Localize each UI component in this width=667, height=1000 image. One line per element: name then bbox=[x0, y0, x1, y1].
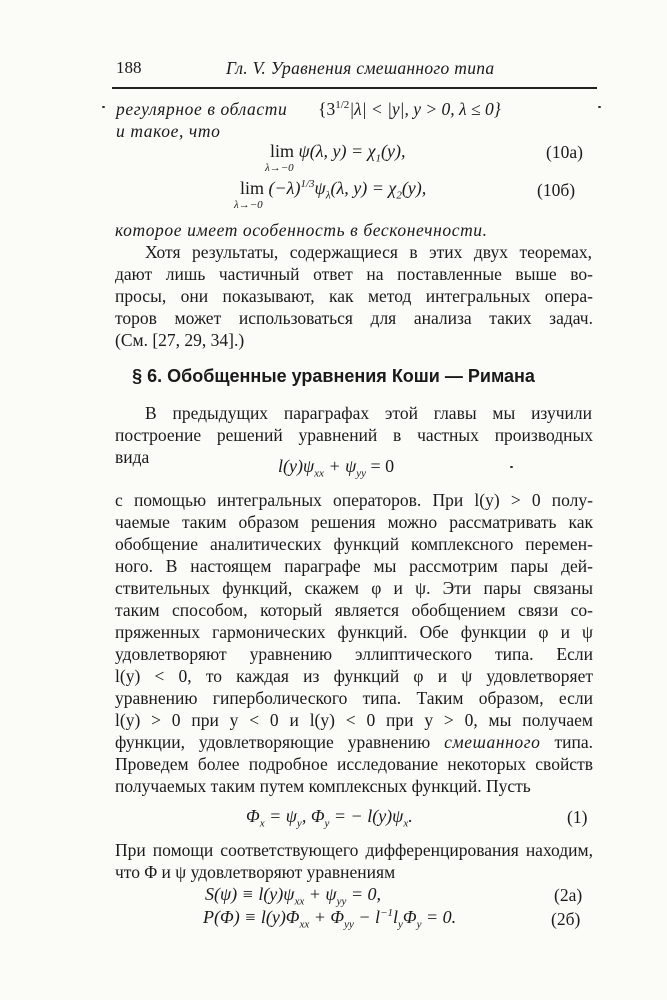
ink-speck bbox=[598, 106, 601, 108]
para3-line: Проведем более подробное исследование некоторых свойств bbox=[115, 754, 593, 774]
para4-line: что Φ и ψ удовлетворяют уравнениям bbox=[115, 862, 396, 882]
para3-line: ствительных функций, скажем φ и ψ. Эти пары связаны bbox=[115, 578, 593, 598]
ink-speck bbox=[102, 106, 105, 108]
para3-line: l(y) > 0 при y < 0 и l(y) < 0 при y > 0, мы получаем bbox=[115, 710, 593, 730]
equation-2a: $S(\psi) \equiv l(y)\psi_{xx} + \psi_{yy} = 0$, bbox=[205, 884, 381, 908]
italic-line: которое имеет особенность в бесконечности. bbox=[115, 220, 488, 240]
para1-line: Хотя результаты, содержащиеся в этих двух теоремах, bbox=[145, 242, 592, 262]
top-line-1-text: регулярное в области bbox=[116, 99, 288, 119]
para2-line: вида bbox=[115, 447, 150, 467]
para3-line: пряженных гармонических функций. Обе функции φ и ψ bbox=[115, 622, 593, 642]
para3-line: уравнению гиперболического типа. Таким образом, если bbox=[115, 688, 593, 708]
para1-line: просы, они показывают, как метод интегральных опера- bbox=[115, 286, 593, 306]
para1-line: (См. [27, 29, 34].) bbox=[115, 330, 245, 350]
equation-10a: lim ψ(λ, $y) = \chi_1(y)$, bbox=[270, 141, 406, 165]
equation-10a-limit-sub: λ→−0 bbox=[265, 162, 294, 174]
top-line-1 bbox=[116, 99, 501, 120]
para3-line: обобщение аналитических функций комплексного перемен- bbox=[115, 534, 593, 554]
para3-line: ного. В настоящем параграфе мы рассмотрим пары дей- bbox=[115, 556, 593, 576]
para3-line: удовлетворяют уравнению эллиптического типа. Если bbox=[115, 644, 593, 664]
top-line-1-math: {$3^{1/2}|\lambda| < |y|$, y > 0, λ ≤ 0} bbox=[318, 99, 501, 119]
para3-line: таким способом, который является обобщением связи со- bbox=[115, 600, 593, 620]
equation-1-number: (1) bbox=[567, 807, 588, 827]
equation-2b: $P(\Phi) \equiv l(y)\Phi_{xx} + \Phi_{yy} - l^{-1}l_y\Phi_y = 0$. bbox=[203, 907, 457, 931]
ink-speck bbox=[510, 466, 513, 468]
equation-10b-limit-sub: λ→−0 bbox=[234, 199, 263, 211]
equation-1: $\Phi_x = \psi_y$, $\Phi_y$ = − $l(y)\psi_x$. bbox=[246, 806, 413, 830]
para3-line: получаемых таким путем комплексных функций. Пусть bbox=[115, 776, 531, 796]
para3-line: с помощью интегральных операторов. При l(y) > 0 полу- bbox=[115, 490, 593, 510]
para3-line: чаемые таким образом решения можно рассматривать как bbox=[115, 512, 593, 532]
equation-10a-number: (10a) bbox=[546, 142, 583, 162]
page-number: 188 bbox=[116, 58, 142, 77]
equation-10b: $\lim (-\lambda)^{1/3}\psi_\lambda(\lambda$, $y) = \chi_2(y)$, bbox=[240, 178, 427, 202]
para2-line: В предыдущих параграфах этой главы мы изучили bbox=[145, 403, 592, 423]
header-rule bbox=[112, 87, 597, 89]
section-heading: § 6. Обобщенные уравнения Коши — Римана bbox=[132, 366, 535, 386]
para2-line: построение решений уравнений в частных производных bbox=[115, 425, 593, 445]
equation-2b-number: (2б) bbox=[551, 909, 581, 929]
para1-line: дают лишь частичный ответ на поставленные выше во- bbox=[115, 264, 593, 284]
equation-2a-number: (2a) bbox=[554, 885, 583, 905]
para3-line-mixed: функции, удовлетворяющие уравнению смешанного типа. bbox=[115, 732, 594, 752]
para3-line: l(y) < 0, то каждая из функций φ и ψ удовлетворяет bbox=[115, 666, 593, 686]
para1-line: торов может использоваться для анализа таких задач. bbox=[115, 308, 593, 328]
running-title: Гл. V. Уравнения смешанного типа bbox=[226, 58, 495, 78]
main-equation: $l(y)\psi_{xx} + \psi_{yy} = 0$ bbox=[278, 456, 395, 480]
equation-10b-number: (10б) bbox=[537, 180, 576, 200]
para4-line: При помощи соответствующего дифференцирования находим, bbox=[115, 840, 593, 860]
top-line-2: и такое, что bbox=[116, 121, 221, 141]
